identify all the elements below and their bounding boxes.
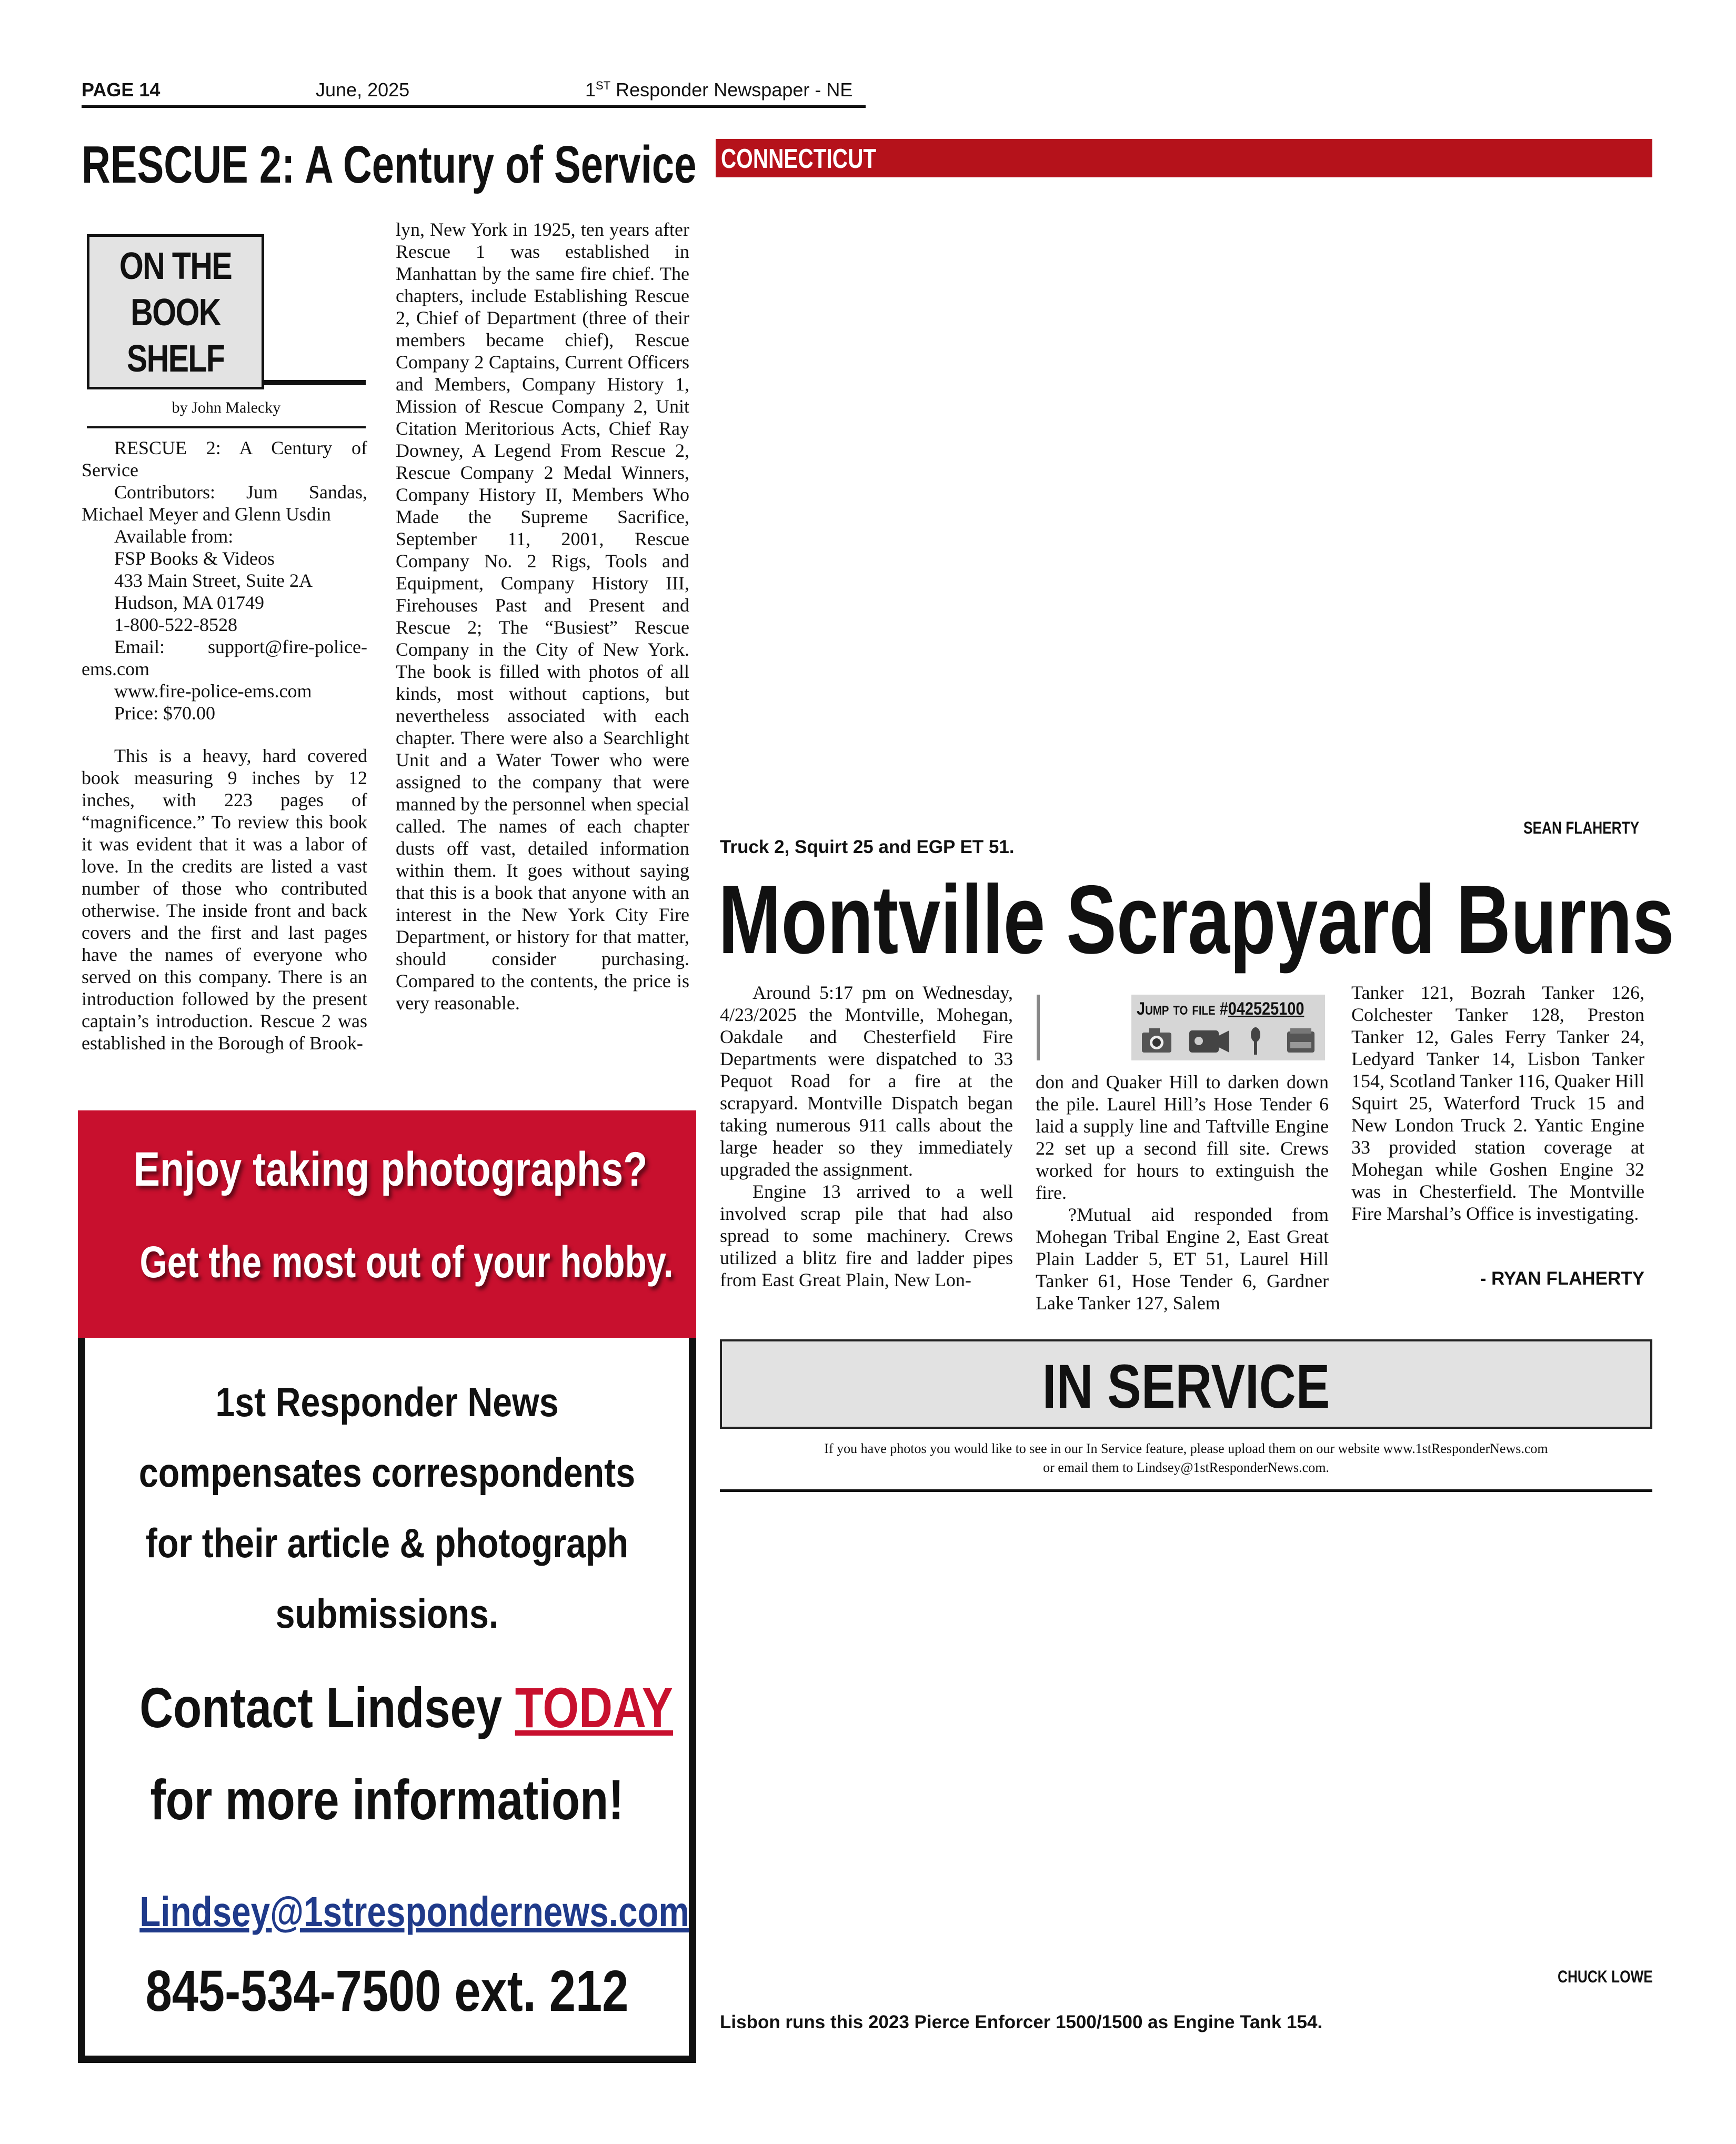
photo-caption-2: Lisbon runs this 2023 Pierce Enforcer 1500/1500 as Engine Tank 154.: [720, 2012, 1323, 2032]
byline-rule: [87, 426, 366, 428]
jump-label: Jump to file #: [1137, 999, 1228, 1019]
article-headline: Montville Scrapyard Burns: [718, 866, 1674, 974]
book-info-phone: 1-800-522-8528: [114, 614, 237, 635]
ad-body-line-1: 1st Responder News: [215, 1379, 559, 1425]
engine-photo: [718, 1505, 1652, 1952]
book-info-website: www.fire-police-ems.com: [114, 680, 312, 702]
camera-icon: [1142, 1028, 1171, 1053]
ad-body: [85, 1367, 689, 1649]
book-info-publisher: FSP Books & Videos: [114, 548, 275, 569]
in-service-banner: [720, 1339, 1652, 1429]
book-body-col1-text: This is a heavy, hard covered book measuring 9 inches by 12 inches, with 223 pages of “magnificence.” To review this book it was evident that it was a labor of love. In the credits are listed a vast number of those who contributed otherwise. The inside front and back covers and the first and last pages have the names of everyone who served on this company. There is an introduction followed by the present captain’s introduction. Rescue 2 was established in the Borough of Brook-: [82, 745, 367, 1054]
in-service-rule: [720, 1489, 1652, 1492]
ad-body-line-3: for their article & photograph: [145, 1520, 629, 1566]
paper-name-rest: Responder Newspaper - NE: [610, 79, 853, 101]
ad-contact-prefix: Contact Lindsey: [139, 1676, 515, 1739]
jump-rule: [1037, 995, 1040, 1060]
ad-body-line-2: compensates correspondents: [138, 1449, 636, 1496]
book-headline: RESCUE 2: A Century of Service: [82, 135, 697, 194]
article-col1-p1: Around 5:17 pm on Wednesday, 4/23/2025 the Montville, Mohegan, Oakdale and Chesterfield Fire Departments were dispatched to 33 Pequot Road for a fire at the scrapyard. Montville Dispatch began taking numerous 911 calls about the large header so they immediately upgraded the assignment.: [720, 982, 1013, 1180]
ad-more-info: for more information!: [150, 1768, 624, 1831]
bookshelf-box: [87, 234, 264, 389]
article-col2-p2: ?Mutual aid responded from Mohegan Tribal Engine 2, East Great Plain Ladder 5, ET 51, Laurel Hill Tanker 61, Hose Tender 6, Gardner Lake Tanker 127, Salem: [1036, 1204, 1329, 1314]
video-camera-icon: [1189, 1030, 1229, 1053]
ad-body-line-4: submissions.: [275, 1590, 499, 1637]
book-info: [82, 437, 367, 724]
book-info-title: RESCUE 2: A Century of Service: [82, 437, 367, 480]
book-info-email: Email: support@fire-police-ems.com: [82, 636, 367, 679]
jump-icons: [1131, 1021, 1325, 1063]
issue-date: June, 2025: [316, 79, 410, 101]
article-col3: [1351, 981, 1644, 1225]
typewriter-icon: [1287, 1028, 1314, 1053]
section-label: CONNECTICUT: [721, 144, 877, 174]
book-body-col2-text: lyn, New York in 1925, ten years after Rescue 1 was established in Manhattan by the same fire chief. The chapters, include Establishing Rescue 2, Chief of Department (three of their members became chief), Rescue Company 2 Captains, Current Officers and Members, Company History 1, Mission of Rescue Company 2, Unit Citation Meritorious Acts, Chief Ray Downey, A Legend From Rescue 2, Rescue Company 2 Medal Winners, Company History II, Members Who Made the Supreme Sacrifice, September 11, 2001, Rescue Company No. 2 Rigs, Tools and Equipment, Company History III, Firehouses Past and Present and Rescue 2; The “Busiest” Rescue Company in the City of New York. The book is filled with photos of all kinds, most without captions, but nevertheless associated with each chapter. There were also a Searchlight Unit and a Water Tower who were assigned to the company that were manned by the personnel when special called. The names of each chapter dusts off vast, detailed information within them. It goes without saying that this is a book that anyone with an interest in the New York City Fire Department, or history for that matter, should consider purchasing. Compared to the contents, the price is very reasonable.: [396, 219, 689, 1014]
in-service-note-2: or email them to Lindsey@1stResponderNews.com.: [1043, 1460, 1329, 1475]
book-info-street: 433 Main Street, Suite 2A: [114, 570, 313, 591]
article-col2-p1: don and Quaker Hill to darken down the pile. Laurel Hill’s Hose Tender 6 laid a supply line and Taftville Engine 22 set up a second fill site. Crews worked for hours to extinguish the fire.: [1036, 1071, 1329, 1203]
book-info-contributors: Contributors: Jum Sandas, Michael Meyer and Glenn Usdin: [82, 482, 367, 525]
article-author: - RYAN FLAHERTY: [1480, 1268, 1644, 1289]
ad-contact-line: [139, 1675, 673, 1740]
book-body-col2: [396, 218, 689, 1014]
article-col2: [1036, 1071, 1329, 1314]
scrapyard-photo: [718, 185, 1652, 814]
book-body-col1: [82, 745, 367, 1054]
article-col1: [720, 981, 1013, 1291]
book-info-available: Available from:: [114, 526, 234, 547]
ad-red-panel: [78, 1110, 696, 1338]
microphone-icon: [1251, 1027, 1260, 1055]
paper-name-prefix: 1: [585, 79, 596, 101]
book-info-price: Price: $70.00: [114, 703, 215, 724]
paper-name: [585, 79, 852, 101]
bookshelf-shadow-rule: [258, 380, 366, 385]
paper-name-sup: ST: [596, 79, 611, 92]
bookshelf-line-2: BOOK: [131, 292, 220, 334]
article-col3-p1: Tanker 121, Bozrah Tanker 126, Colchester Tanker 128, Preston Tanker 12, Gales Ferry Tanker 24, Ledyard Tanker 14, Lisbon Tanker 154, Scotland Tanker 116, Quaker Hill Squirt 25, Waterford Truck 15 and New London Truck 2. Yantic Engine 33 provided station coverage at Mohegan while Goshen Engine 32 was in Chesterfield. The Montville Fire Marshal’s Office is investigating.: [1351, 982, 1644, 1224]
article-col1-p2: Engine 13 arrived to a well involved scrap pile that had also spread to some machinery. Crews utilized a blitz fire and ladder pipes from East Great Plain, New Lon-: [720, 1181, 1013, 1290]
photo-credit-1: SEAN FLAHERTY: [1523, 818, 1640, 837]
ad-line-2: Get the most out of your hobby.: [139, 1237, 674, 1287]
jump-label-line: [1137, 999, 1304, 1019]
book-byline: by John Malecky: [172, 399, 281, 416]
ad-line-1: Enjoy taking photographs?: [133, 1143, 648, 1196]
header-rule: [82, 105, 866, 108]
book-info-city: Hudson, MA 01749: [114, 592, 265, 613]
page-number: PAGE 14: [82, 79, 160, 101]
jump-to-file[interactable]: [1131, 995, 1325, 1060]
photo-caption-1: Truck 2, Squirt 25 and EGP ET 51.: [720, 837, 1015, 857]
section-bar: [716, 139, 1652, 177]
photo-credit-2: CHUCK LOWE: [1558, 1967, 1653, 1986]
in-service-note-1: If you have photos you would like to see in our In Service feature, please upload them on our website www.1stResponderNews.com: [824, 1441, 1548, 1456]
ad-email-link[interactable]: Lindsey@1strespondernews.com: [139, 1888, 689, 1935]
jump-number: 042525100: [1228, 999, 1304, 1019]
ad-contact-today: TODAY: [515, 1676, 673, 1739]
bookshelf-line-1: ON THE: [119, 245, 232, 287]
ad-phone: 845-534-7500 ext. 212: [145, 1959, 629, 2023]
ad-white-panel: [78, 1338, 696, 2063]
bookshelf-line-3: SHELF: [126, 338, 225, 380]
in-service-title: IN SERVICE: [1042, 1352, 1330, 1421]
